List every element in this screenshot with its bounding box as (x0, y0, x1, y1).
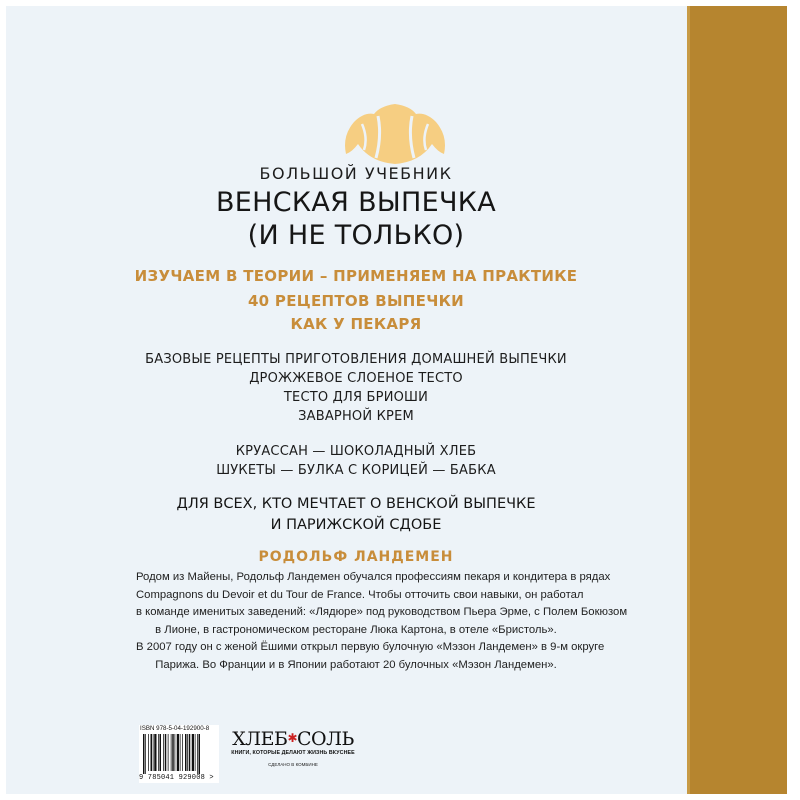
publisher-logo (230, 727, 356, 767)
bio-line: Compagnons du Devoir et du Tour de France. Чтобы отточить свои навыки, он работал (136, 588, 584, 601)
basics-line: ДРОЖЖЕВОЕ СЛОЕНОЕ ТЕСТО (249, 371, 463, 386)
barcode-bar (182, 734, 183, 771)
barcode-bar (145, 734, 146, 774)
author-bio (136, 569, 628, 675)
croissant-icon (340, 92, 450, 170)
bio-line: Парижа. Во Франции и в Японии работают 20 булочных «Мэзон Ландемен». (155, 658, 557, 671)
barcode-bar (163, 734, 164, 771)
barcode-bar (151, 734, 153, 771)
title-line: (И НЕ ТОЛЬКО) (247, 220, 465, 251)
bio-line: в команде именитых заведений: «Лядюре» под руководством Пьера Эрме, с Полем Бокюзом (136, 606, 628, 619)
barcode-bar (165, 734, 167, 771)
bio-line: Родом из Майены, Родольф Ландемен обучался профессиям пекаря и кондитера в рядах (136, 571, 611, 583)
publisher-slogan: КНИГИ, КОТОРЫЕ ДЕЛАЮТ ЖИЗНЬ ВКУСНЕЕ (231, 750, 355, 756)
barcode-bar (148, 734, 149, 771)
publisher-name-right: СОЛЬ (297, 728, 354, 750)
highlight-line: 40 РЕЦЕПТОВ ВЫПЕЧКИ (247, 292, 465, 310)
tagline-line: И ПАРИЖСКОЙ СДОБЕ (270, 517, 442, 533)
barcode-bar (192, 734, 194, 771)
products-line: ШУКЕТЫ — БУЛКА С КОРИЦЕЙ — БАБКА (216, 463, 496, 478)
title-line: ВЕНСКАЯ ВЫПЕЧКА (215, 187, 497, 218)
barcode-bar (189, 734, 191, 771)
barcode-bar (199, 734, 201, 774)
spine-edge (687, 6, 690, 794)
products-line: КРУАССАН — ШОКОЛАДНЫЙ ХЛЕБ (235, 444, 477, 459)
highlight-line: КАК У ПЕКАРЯ (290, 315, 422, 333)
book-title (96, 186, 616, 252)
publisher-made: СДЕЛАНО В КОМБИНЕ (268, 762, 318, 767)
sub-title: БОЛЬШОЙ УЧЕБНИК (259, 164, 453, 183)
barcode-bar (177, 734, 179, 771)
ean-digits: 9 785041 929008 > (139, 774, 214, 782)
barcode-bar (172, 734, 174, 771)
barcode-bar (185, 734, 187, 771)
star-icon: ✱ (287, 731, 297, 745)
isbn-barcode (139, 725, 219, 783)
tagline-line: ДЛЯ ВСЕХ, КТО МЕЧТАЕТ О ВЕНСКОЙ ВЫПЕЧКЕ (176, 496, 536, 512)
barcode-bar (160, 734, 162, 771)
barcode-bar (143, 734, 145, 774)
bio-line: в Лионе, в гастрономическом ресторане Люка Картона, в отеле «Бристоль». (155, 623, 557, 636)
publisher-name (230, 727, 356, 750)
barcode-bar (187, 734, 188, 771)
basics-line: ТЕСТО ДЛЯ БРИОШИ (283, 390, 429, 405)
barcode-bar (195, 734, 196, 771)
barcode-bar (168, 734, 169, 771)
isbn-number: ISBN 978-5-04-192900-8 (140, 725, 210, 732)
barcode-bar (180, 734, 181, 771)
barcode-bar (158, 734, 159, 771)
author-name: РОДОЛЬФ ЛАНДЕМЕН (258, 549, 454, 565)
barcode-bar (197, 734, 198, 774)
book-back-cover (6, 6, 787, 794)
bio-line: В 2007 году он с женой Ёшими открыл первую булочную «Мэзон Ландемен» в 9-м округе (136, 641, 605, 654)
barcode-bar (175, 734, 176, 771)
barcode-bar (171, 734, 172, 771)
basics-line: БАЗОВЫЕ РЕЦЕПТЫ ПРИГОТОВЛЕНИЯ ДОМАШНЕЙ ВЫПЕЧКИ (145, 352, 567, 367)
book-spine (687, 6, 787, 794)
barcode-bars (143, 734, 215, 774)
publisher-name-left: ХЛЕБ (232, 728, 288, 750)
barcode-bar (153, 734, 154, 771)
highlight-line: ИЗУЧАЕМ В ТЕОРИИ – ПРИМЕНЯЕМ НА ПРАКТИКЕ (134, 267, 578, 285)
barcode-bar (154, 734, 156, 771)
basics-line: ЗАВАРНОЙ КРЕМ (298, 409, 414, 424)
